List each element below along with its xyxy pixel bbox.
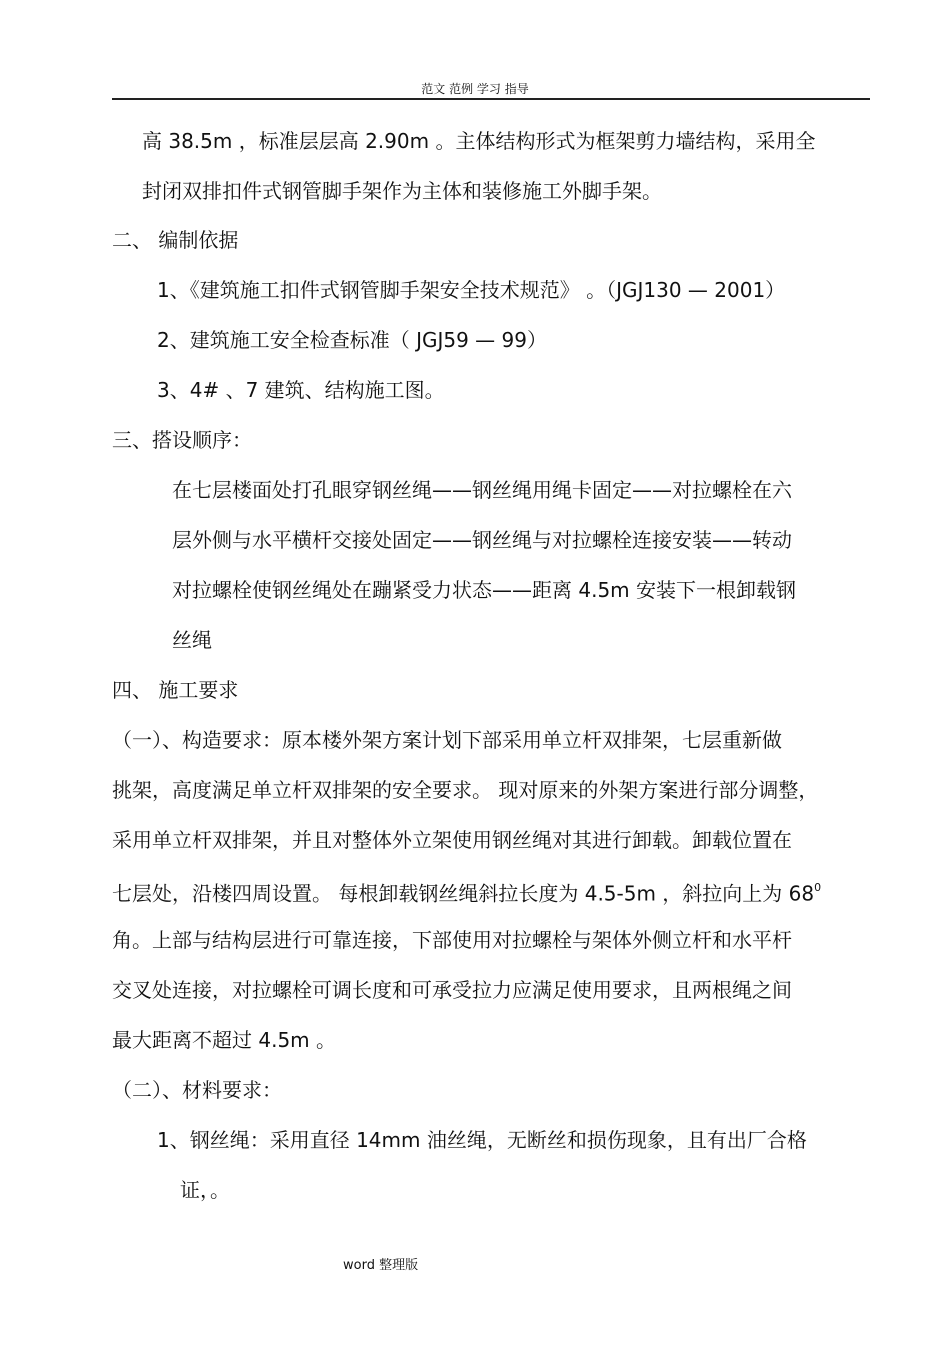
text-line: 对拉螺栓使钢丝绳处在蹦紧受力状态——距离 4.5m 安装下一根卸载钢 <box>172 578 797 602</box>
text-line: 封闭双排扣件式钢管脚手架作为主体和装修施工外脚手架。 <box>142 179 662 203</box>
text-line: 证，。 <box>180 1178 230 1202</box>
text-line: （一）、构造要求：原本楼外架方案计划下部采用单立杆双排架，七层重新做 <box>112 728 782 752</box>
text-line: 挑架，高度满足单立杆双排架的安全要求。 现对原来的外架方案进行部分调整， <box>112 778 819 802</box>
degree-mark: 0 <box>814 881 822 894</box>
text-line: 丝绳 <box>172 628 212 652</box>
header-text: 范文 范例 学习 指导 <box>421 82 529 96</box>
list-item: 3、4# 、7 建筑、结构施工图。 <box>157 378 445 402</box>
text-line: 采用单立杆双排架，并且对整体外立架使用钢丝绳对其进行卸载。卸载位置在 <box>112 828 792 852</box>
list-item: 1、钢丝绳：采用直径 14mm 油丝绳，无断丝和损伤现象，且有出厂合格 <box>157 1128 807 1152</box>
text-line: 在七层楼面处打孔眼穿钢丝绳——钢丝绳用绳卡固定——对拉螺栓在六 <box>172 478 792 502</box>
text-line: 七层处，沿楼四周设置。 每根卸载钢丝绳斜拉长度为 4.5-5m ，斜拉向上为 68 <box>112 881 815 906</box>
section-heading: 三、搭设顺序： <box>112 428 252 452</box>
section-heading: （二）、材料要求： <box>112 1078 282 1102</box>
section-heading: 二、 编制依据 <box>112 228 239 252</box>
text-line: 高 38.5m ，标准层层高 2.90m 。主体结构形式为框架剪力墙结构，采用全 <box>142 129 816 153</box>
text-line: 交叉处连接，对拉螺栓可调长度和可承受拉力应满足使用要求，且两根绳之间 <box>112 978 792 1002</box>
text-line: 层外侧与水平横杆交接处固定——钢丝绳与对拉螺栓连接安装——转动 <box>172 528 792 552</box>
text-line: 角。上部与结构层进行可靠连接，下部使用对拉螺栓与架体外侧立杆和水平杆 <box>112 928 792 952</box>
list-item: 2、建筑施工安全检查标准（ JGJ59 — 99） <box>157 328 547 352</box>
page-footer: word 整理版 <box>343 1258 419 1273</box>
text-line-with-degree <box>112 877 821 907</box>
text-line: 最大距离不超过 4.5m 。 <box>112 1028 337 1052</box>
header-rule <box>112 98 870 100</box>
section-heading: 四、 施工要求 <box>112 678 239 702</box>
list-item: 1、《建筑施工扣件式钢管脚手架安全技术规范》 。（JGJ130 — 2001） <box>157 278 786 302</box>
page-header <box>0 80 950 97</box>
